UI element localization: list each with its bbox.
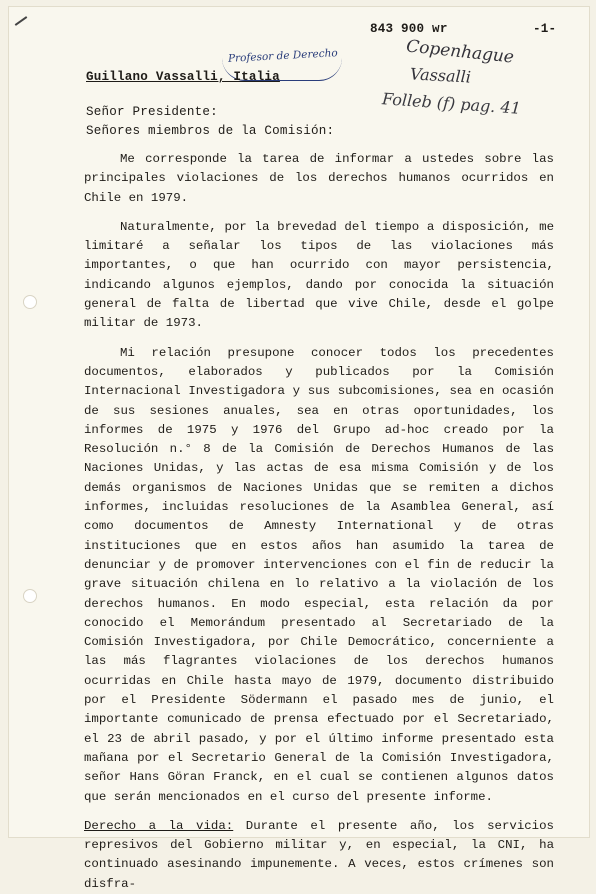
punch-hole [23,295,37,309]
section-heading: Derecho a la vida: [84,818,234,833]
paragraph-right-to-life [84,817,554,894]
salutation-line: Señor Presidente: [86,105,218,119]
handwritten-copenhagen-note: Copenhague [405,36,515,68]
body-text [84,150,554,894]
paragraph: Me corresponde la tarea de informar a ustedes sobre las principales violaciones de los derechos humanos ocurridos en Chile en 1979. [84,152,554,205]
salutation-line: Señores miembros de la Comisión: [86,124,335,138]
salutation [86,103,334,141]
handwritten-vassalli-note: Vassalli [409,64,472,87]
paragraph: Mi relación presupone conocer todos los precedentes documentos, elaborados y publicados por la Comisión Internacional Investigadora y sus subcomisiones, sea en ocasión de sus sesiones anuales, sea en otras oportunidades, los informes de 1975 y 1976 del Grupo ad-hoc creado por la Resolución n.° 8 de la Comisión de Derechos Humanos de las Naciones Unidas, y las actas de esa misma Comisión y de los demás organismos de Naciones Unidas que se remiten a dichos informes, incluidas resoluciones de la Asamblea General, así como documentos de Amnesty International y de otras instituciones que en estos años han asumido la tarea de denunciar y de promover intervenciones con el fin de reducir la grave situación chilena en lo relativo a la violación de los derechos humanos. En modo especial, esta relación da por conocido el Memorándum presentado al Secretariado de la Comisión Investigadora, por Chile Democrático, concerniente a las más flagrantes violaciones de los derechos humanos ocurridas en Chile hasta mayo de 1979, documento distribuido por el Presidente Södermann el pasado mes de junio, el importante comunicado de prensa efectuado por el Secretariado, el 23 de abril pasado, y por el último informe presentado esta mañana por el Secretario General de la Comisión Investigadora, señor Hans Göran Franck, en el cual se contienen algunos datos que serán mencionados en el curso del presente informe. [84,345,554,804]
paragraph: Naturalmente, por la brevedad del tiempo a disposición, me limitaré a señalar los tipos de las violaciones más importantes, o que han ocurrido con mayor persistencia, indicando algunos ejemplos, dando por conocida la situación general de falta de libertad que vive Chile, desde el golpe militar de 1973. [84,219,554,331]
author-line: Guillano Vassalli, Italia [86,70,280,84]
handwritten-folleto-note: Folleb (f) pag. 41 [381,89,522,118]
punch-hole [23,589,37,603]
paragraph-text: Durante el presente año, los servicios represivos del Gobierno militar y, en especial, la CNI, ha continuado asesinando impunemente. A veces, estos crímenes son disfra- [84,818,554,891]
page-number: -1- [533,22,557,36]
document-reference: 843 900 wr [370,22,448,36]
handwritten-professor-note: Profesor de Derecho [227,47,338,65]
